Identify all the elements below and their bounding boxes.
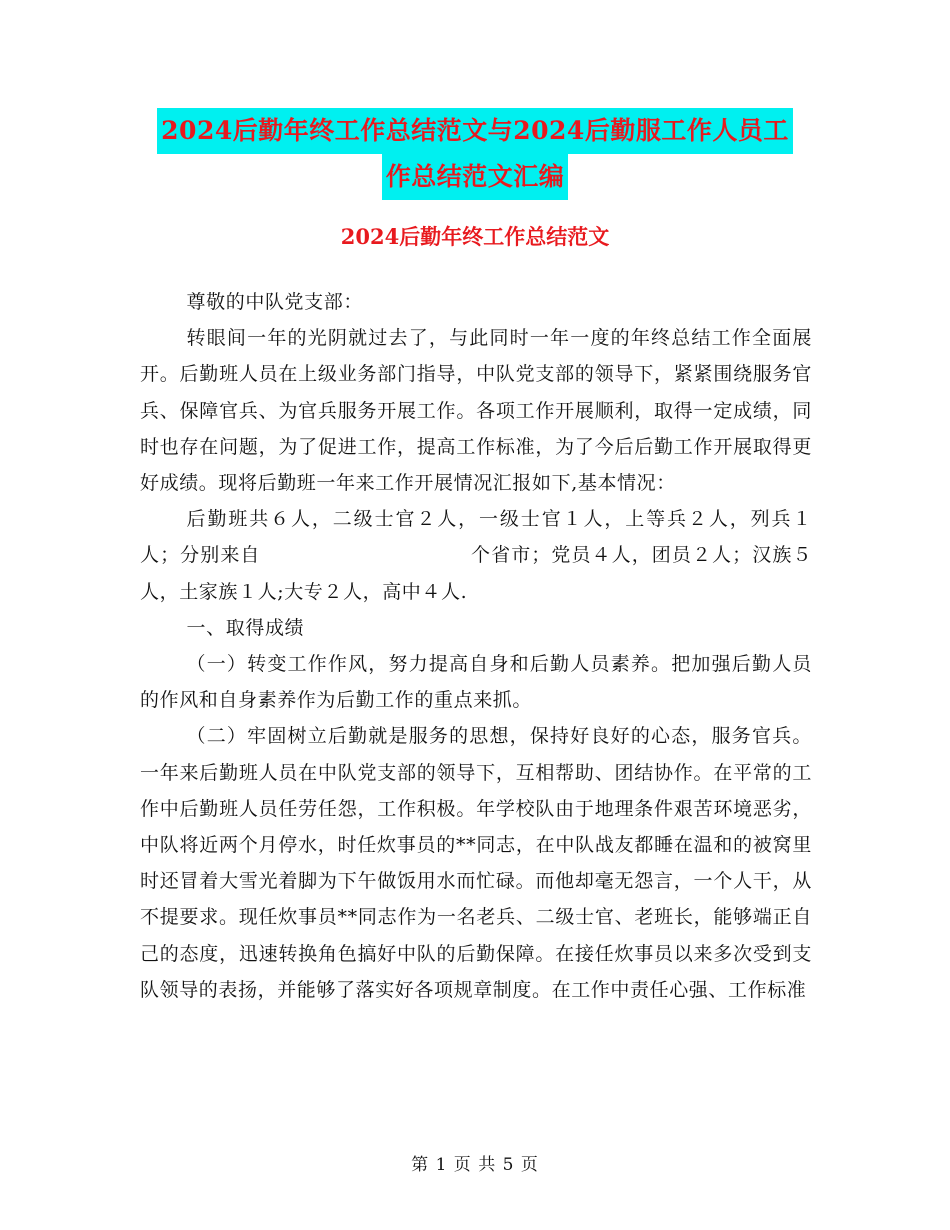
- document-title: [0, 108, 950, 200]
- basic-info-part-a: 后勤班共６人，二级士官２人，一级士官１人，上等兵２人，列兵１人；分别来自: [140, 508, 812, 567]
- salutation: 尊敬的中队党支部：: [186, 291, 363, 313]
- paragraph-item-1: （一）转变工作作风，努力提高自身和后勤人员素养。把加强后勤人员的作风和自身素养作为后勤工作的重点来抓。: [140, 653, 812, 712]
- page-footer: 第 1 页 共 5 页: [411, 1155, 539, 1175]
- section-subtitle: 2024后勤年终工作总结范文: [340, 224, 610, 249]
- paragraph-item-2: （二）牢固树立后勤就是服务的思想，保持好良好的心态，服务官兵。一年来后勤班人员在中队党支部的领导下，互相帮助、团结协作。在平常的工作中后勤班人员任劳任怨，工作积极。年学校队由于地理条件艰苦环境恶劣，中队将近两个月停水，时任炊事员的**同志，在中队战友都睡在温和的被窝里时还冒着大雪光着脚为下午做饭用水而忙碌。而他却毫无怨言，一个人干，从不提要求。现任炊事员**同志作为一名老兵、二级士官、老班长，能够端正自己的态度，迅速转换角色搞好中队的后勤保障。在接任炊事员以来多次受到支队领导的表扬，并能够了落实好各项规章制度。在工作中责任心强、工作标准: [140, 725, 812, 1001]
- basic-info-part-b: 个省市；党员４人，团员２人；汉族５人，土家族１人;大专２人，高中４人.: [140, 544, 813, 603]
- title-line-1: 2024后勤年终工作总结范文与2024后勤服工作人员工: [157, 108, 793, 154]
- title-line-2: 作总结范文汇编: [382, 154, 569, 200]
- document-body: [140, 284, 812, 1008]
- heading-achievements: 一、取得成绩: [186, 616, 305, 639]
- paragraph-basic-info: [140, 501, 812, 610]
- paragraph-intro: 转眼间一年的光阴就过去了，与此同时一年一度的年终总结工作全面展开。后勤班人员在上级业务部门指导，中队党支部的领导下，紧紧围绕服务官兵、保障官兵、为官兵服务开展工作。各项工作开展顺利，取得一定成绩，同时也存在问题，为了促进工作，提高工作标准，为了今后后勤工作开展取得更好成绩。现将后勤班一年来工作开展情况汇报如下,基本情况：: [140, 327, 812, 495]
